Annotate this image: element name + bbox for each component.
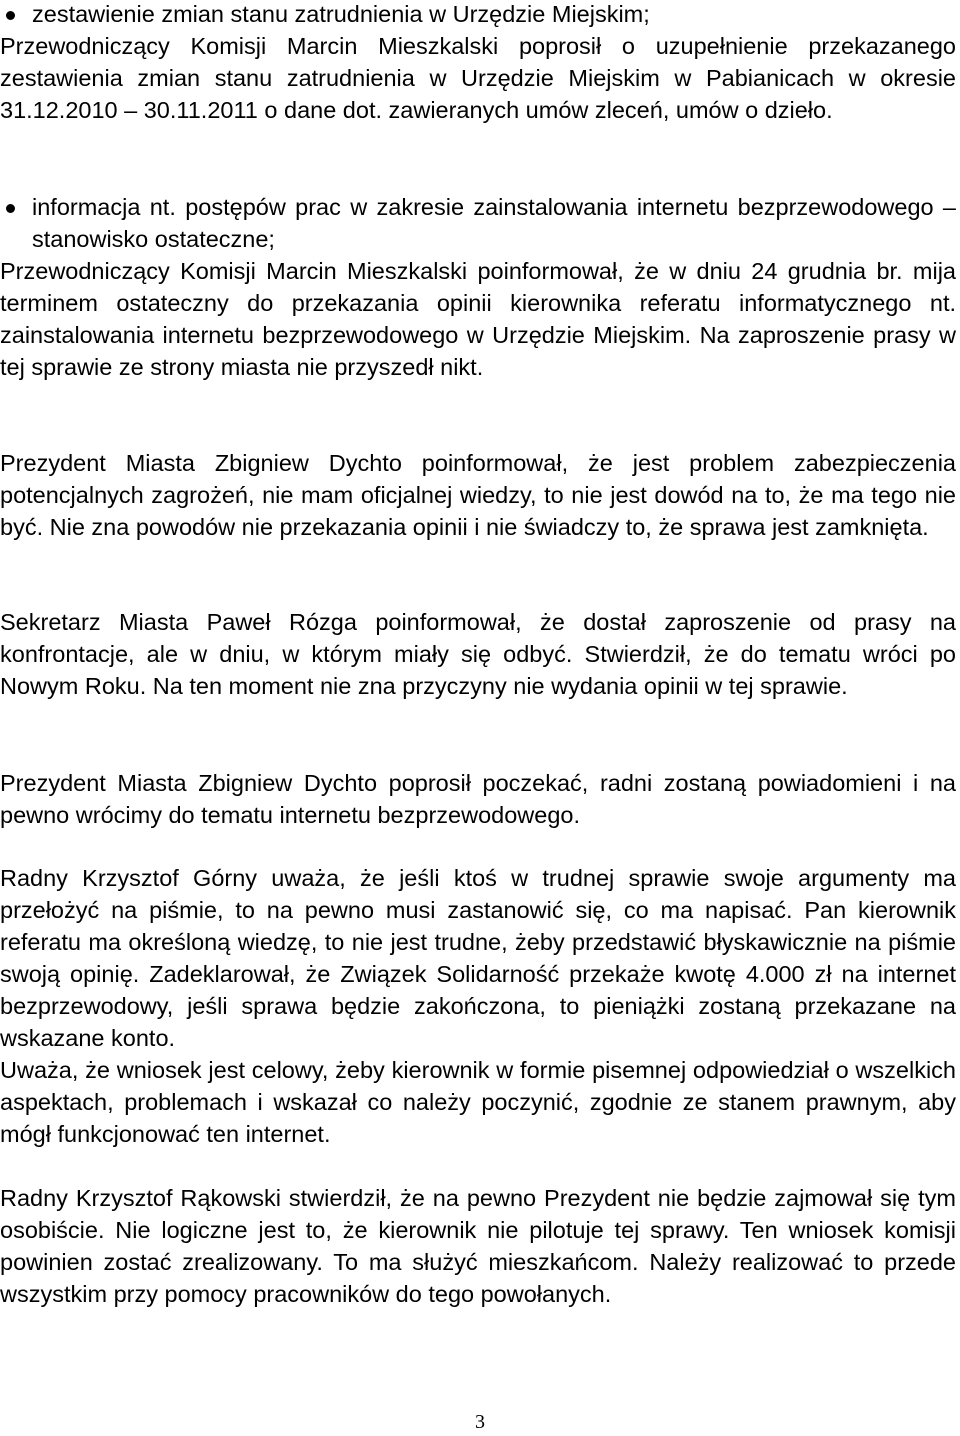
bullet-icon bbox=[6, 204, 15, 213]
paragraph-rakowski-statement: Radny Krzysztof Rąkowski stwierdził, że na pewno Prezydent nie będzie zajmował się tym osobiście. Nie logiczne jest to, że kierownik nie pilotuje tej sprawy. Ten wniosek komisji powinien zostać zrealizowany. To ma służyć mieszkańcom. Należy realizować to przede wszystkim przy pomocy pracowników do tego powołanych. bbox=[0, 1185, 956, 1308]
paragraph-president-wait: Prezydent Miasta Zbigniew Dychto poprosił poczekać, radni zostaną powiadomieni i na pewno wrócimy do tematu internetu bezprzewodowego. bbox=[0, 770, 956, 829]
paragraph-gorny-opinion: Radny Krzysztof Górny uważa, że jeśli ktoś w trudnej sprawie swoje argumenty ma przełożyć na piśmie, to na pewno musi zastanowić się, co ma napisać. Pan kierownik referatu ma określoną wiedzę, to nie jest trudne, żeby przedstawić błyskawicznie na piśmie swoją opinię. Zadeklarował, że Związek Solidarność przekaże kwotę 4.000 zł na internet bezprzewodowy, jeśli sprawa będzie zakończona, to pieniążki zostaną przekazane na wskazane konto. bbox=[0, 865, 956, 1052]
bullet-heading: informacja nt. postępów prac w zakresie zainstalowania internetu bezprzewodowego – stanowisko ostateczne; bbox=[32, 194, 956, 253]
bullet-heading: zestawienie zmian stanu zatrudnienia w Urzędzie Miejskim; bbox=[32, 1, 650, 27]
bullet-item-employment-changes bbox=[0, 0, 956, 126]
bullet-item-wireless-internet bbox=[0, 191, 956, 384]
page-number: 3 bbox=[475, 1411, 485, 1433]
paragraph-president-problem: Prezydent Miasta Zbigniew Dychto poinformował, że jest problem zabezpieczenia potencjalnych zagrożeń, nie mam oficjalnej wiedzy, to nie jest dowód na to, że ma tego nie być. Nie zna powodów nie przekazania opinii i nie świadczy to, że sprawa jest zamknięta. bbox=[0, 450, 956, 541]
paragraph-gorny-motion: Uważa, że wniosek jest celowy, żeby kierownik w formie pisemnej odpowiedział o wszelkich aspektach, problemach i wskazał co należy poczynić, zgodnie ze stanem prawnym, aby mógł funkcjonować ten internet. bbox=[0, 1057, 956, 1148]
bullet-icon bbox=[6, 11, 15, 20]
paragraph-secretary-invitation: Sekretarz Miasta Paweł Rózga poinformował, że dostał zaproszenie od prasy na konfrontacje, ale w dniu, w którym miały się odbyć. Stwierdził, że do tematu wróci po Nowym Roku. Na ten moment nie zna przyczyny nie wydania opinii w tej sprawie. bbox=[0, 609, 956, 700]
bullet-body: Przewodniczący Komisji Marcin Mieszkalski poprosił o uzupełnienie przekazanego zestawienia zmian stanu zatrudnienia w Urzędzie Miejskim w Pabianicach w okresie 31.12.2010 – 30.11.2011 o dane dot. zawieranych umów zleceń, umów o dzieło. bbox=[0, 33, 956, 124]
bullet-body: Przewodniczący Komisji Marcin Mieszkalski poinformował, że w dniu 24 grudnia br. mija terminem ostateczny do przekazania opinii kierownika referatu informatycznego nt. zainstalowania internetu bezprzewodowego w Urzędzie Miejskim. Na zaproszenie prasy w tej sprawie ze strony miasta nie przyszedł nikt. bbox=[0, 258, 956, 381]
